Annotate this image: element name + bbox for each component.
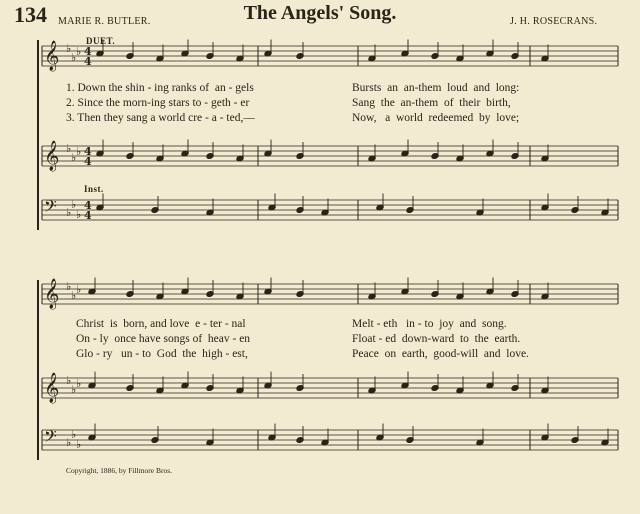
s1-treble-key-flat: ♭ — [71, 51, 77, 64]
copyright-notice: Copyright, 1886, by Fillmore Bros. — [66, 466, 173, 475]
s1-inst-time-numerator: 4 — [84, 199, 92, 212]
s1-inst-clef: 𝄢 — [44, 196, 57, 220]
s2-tenor-clef: 𝄞 — [44, 373, 60, 403]
s2-tenor-key-flat: ♭ — [66, 374, 72, 387]
verse-2-line-c: On - ly once have songs of heav - en — [76, 333, 251, 345]
verse-3-line-b: Now, a world redeemed by love; — [352, 112, 520, 124]
verse-1-line-d: Melt - eth in - to joy and song. — [352, 318, 507, 330]
s1-tenor-clef: 𝄞 — [44, 141, 60, 171]
s2-treble-key-flat: ♭ — [66, 280, 72, 293]
s2-inst-key-flat: ♭ — [71, 428, 77, 441]
s2-treble-key-flat: ♭ — [71, 289, 77, 302]
verse-3-line-d: Peace on earth, good-will and love. — [352, 348, 529, 360]
s2-treble-clef: 𝄞 — [44, 279, 60, 309]
duet-marker: DUET. — [86, 36, 116, 46]
s1-inst-key-flat: ♭ — [71, 198, 77, 211]
page-number: 134 — [14, 2, 47, 27]
s1-treble-clef: 𝄞 — [44, 41, 60, 71]
inst-marker: Inst. — [84, 184, 104, 194]
author-credit: MARIE R. BUTLER. — [58, 16, 151, 27]
verse-3-line-a: 3. Then they sang a world cre - a - ted,— — [66, 112, 255, 124]
s1-tenor-key-flat: ♭ — [71, 151, 77, 164]
s1-tenor-time-numerator: 4 — [84, 145, 92, 158]
s1-tenor-key-flat: ♭ — [66, 142, 72, 155]
s2-tenor-key-flat: ♭ — [71, 383, 77, 396]
verse-1-line-b: Bursts an an-them loud and long: — [352, 82, 520, 94]
s2-inst-clef: 𝄢 — [44, 426, 57, 450]
composer-credit: J. H. ROSECRANS. — [510, 16, 598, 27]
s2-treble-key-flat: ♭ — [76, 283, 82, 296]
verse-2-line-d: Float - ed down-ward to the earth. — [352, 333, 521, 345]
s1-tenor-time-denominator: 4 — [84, 155, 92, 168]
s1-treble-time-numerator: 4 — [84, 45, 92, 58]
s1-treble-key-flat: ♭ — [76, 45, 82, 58]
s1-tenor-key-flat: ♭ — [76, 145, 82, 158]
verse-3-line-c: Glo - ry un - to God the high - est, — [76, 348, 248, 360]
s1-treble-time-denominator: 4 — [84, 55, 92, 68]
s1-inst-key-flat: ♭ — [66, 206, 72, 219]
verse-2-line-b: Sang the an-them of their birth, — [352, 97, 511, 109]
verse-1-line-c: Christ is born, and love e - ter - nal — [76, 318, 246, 330]
s2-inst-key-flat: ♭ — [66, 436, 72, 449]
s1-treble-key-flat: ♭ — [66, 42, 72, 55]
s2-inst-key-flat: ♭ — [76, 438, 82, 451]
s1-inst-time-denominator: 4 — [84, 209, 92, 222]
s1-inst-key-flat: ♭ — [76, 208, 82, 221]
s2-tenor-key-flat: ♭ — [76, 377, 82, 390]
verse-2-line-a: 2. Since the morn-ing stars to - geth - er — [66, 97, 250, 109]
verse-1-line-a: 1. Down the shin - ing ranks of an - gels — [66, 82, 254, 94]
hymn-title: The Angels' Song. — [243, 2, 397, 24]
